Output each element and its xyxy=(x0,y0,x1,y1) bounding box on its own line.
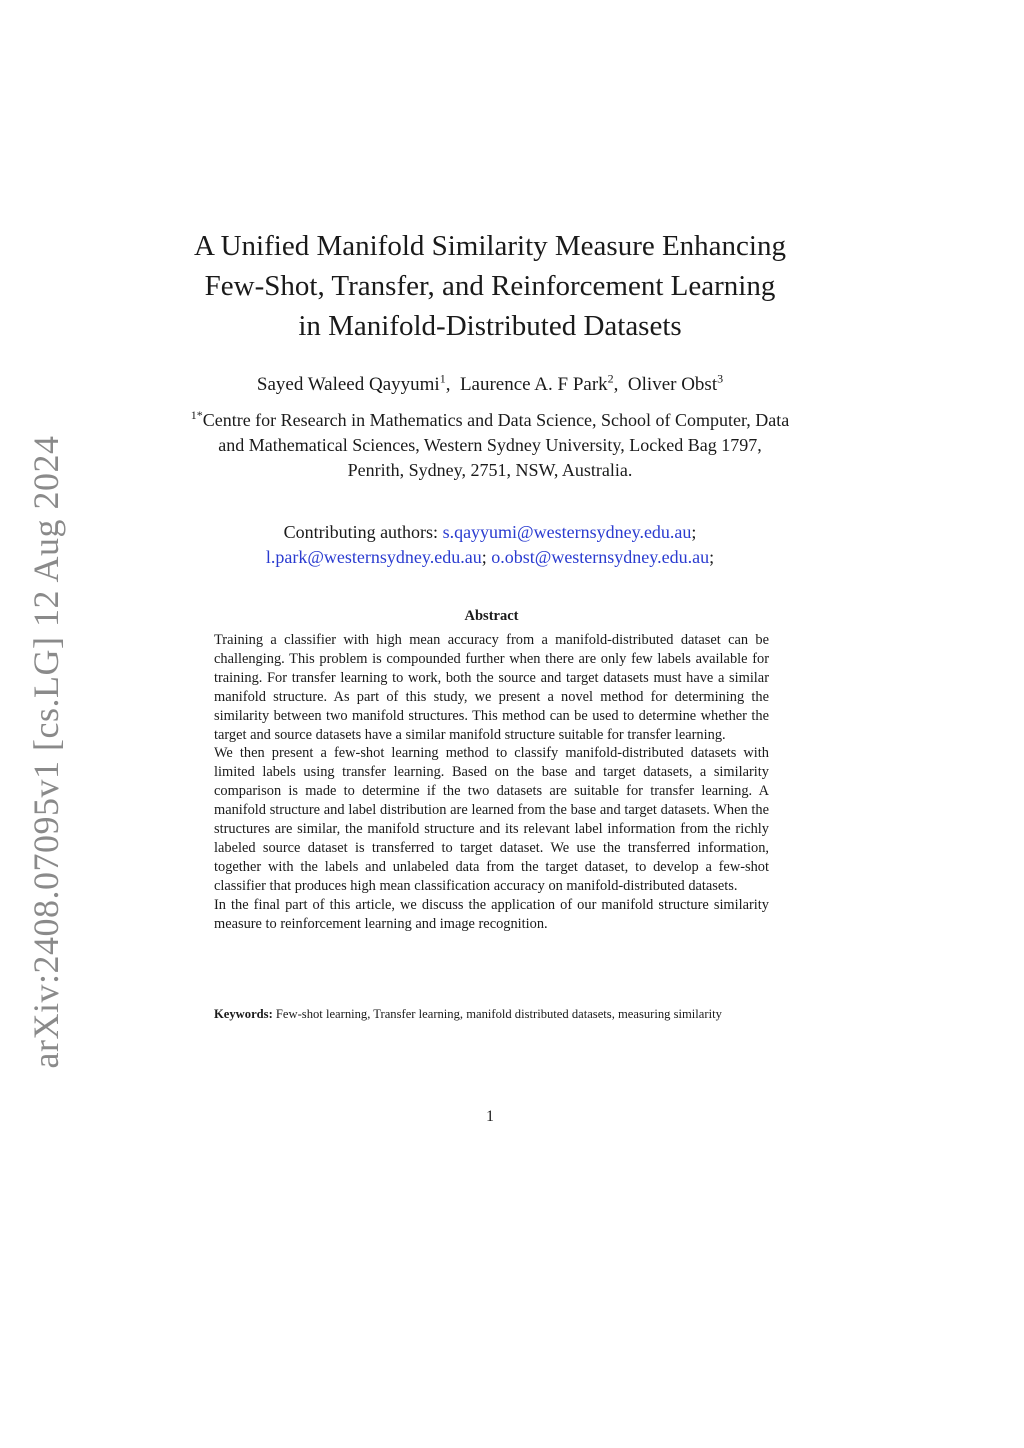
email-link[interactable]: s.qayyumi@westernsydney.edu.au xyxy=(442,522,692,542)
keywords-text: Few-shot learning, Transfer learning, manifold distributed datasets, measuring similarity xyxy=(275,1007,722,1021)
email-link[interactable]: l.park@westernsydney.edu.au xyxy=(265,547,482,567)
keywords-label: Keywords: xyxy=(214,1007,273,1021)
affiliation-mark: 1* xyxy=(190,408,203,422)
keywords xyxy=(214,1006,769,1023)
contributing-authors: Contributing authors: s.qayyumi@westernsydney.edu.au; l.park@westernsydney.edu.au; o.obst@westernsydney.edu.au; xyxy=(265,522,715,567)
abstract-body xyxy=(214,631,769,934)
author-affiliation-mark: 2 xyxy=(607,371,614,386)
arxiv-identifier: arXiv:2408.07095v1 [cs.LG] 12 Aug 2024 xyxy=(26,435,66,1069)
abstract-heading: Abstract xyxy=(464,608,519,624)
title-line: A Unified Manifold Similarity Measure Enhancing xyxy=(194,230,786,262)
contributing-label: Contributing authors: xyxy=(283,522,439,542)
author-affiliation-mark: 3 xyxy=(717,371,724,386)
author-list: Sayed Waleed Qayyumi$^1$, Laurence A. F Park$^2$, Oliver Obst$^3$ xyxy=(256,371,724,395)
author-affiliation-mark: 1 xyxy=(439,371,446,386)
paper-title xyxy=(150,226,830,346)
affiliation xyxy=(190,408,790,483)
title-line: Few-Shot, Transfer, and Reinforcement Learning xyxy=(204,270,776,302)
author-name: Oliver Obst xyxy=(627,374,718,395)
abstract-paragraph: In the final part of this article, we discuss the application of our manifold structure similarity measure to reinforcement learning and image recognition. xyxy=(214,896,769,932)
author-name: Laurence A. F Park xyxy=(459,374,608,395)
abstract-paragraph: Training a classifier with high mean accuracy from a manifold-distributed dataset can be challenging. This problem is compounded further when there are only few labels available for training. For transfer learning to work, both the source and target datasets must have a similar manifold structure. As part of this study, we present a novel method for determining the similarity between two manifold structures. This method can be used to determine whether the target and source datasets have a similar manifold structure suitable for transfer learning. xyxy=(214,632,769,743)
abstract-paragraph: We then present a few-shot learning method to classify manifold-distributed datasets with limited labels using transfer learning. Based on the base and target datasets, a similarity comparison is made to determine if the two datasets are suitable for transfer learning. A manifold structure and label distribution are learned from the base and target datasets. When the structures are similar, the manifold structure and its relevant label information from the richly labeled source dataset is transferred to target dataset. We use the transferred information, together with the labels and unlabeled data from the target dataset, to develop a few-shot classifier that produces high mean classification accuracy on manifold-distributed datasets. xyxy=(214,745,769,894)
title-line: in Manifold-Distributed Datasets xyxy=(298,310,682,342)
page-number: 1 xyxy=(486,1108,494,1125)
email-link[interactable]: o.obst@westernsydney.edu.au xyxy=(491,547,710,567)
affiliation-text: Centre for Research in Mathematics and Data Science, School of Computer, Data and Mathematical Sciences, Western Sydney University, Locked Bag 1797, Penrith, Sydney, 2751, NSW, Australia. xyxy=(202,410,790,480)
author-name: Sayed Waleed Qayyumi xyxy=(256,374,440,395)
